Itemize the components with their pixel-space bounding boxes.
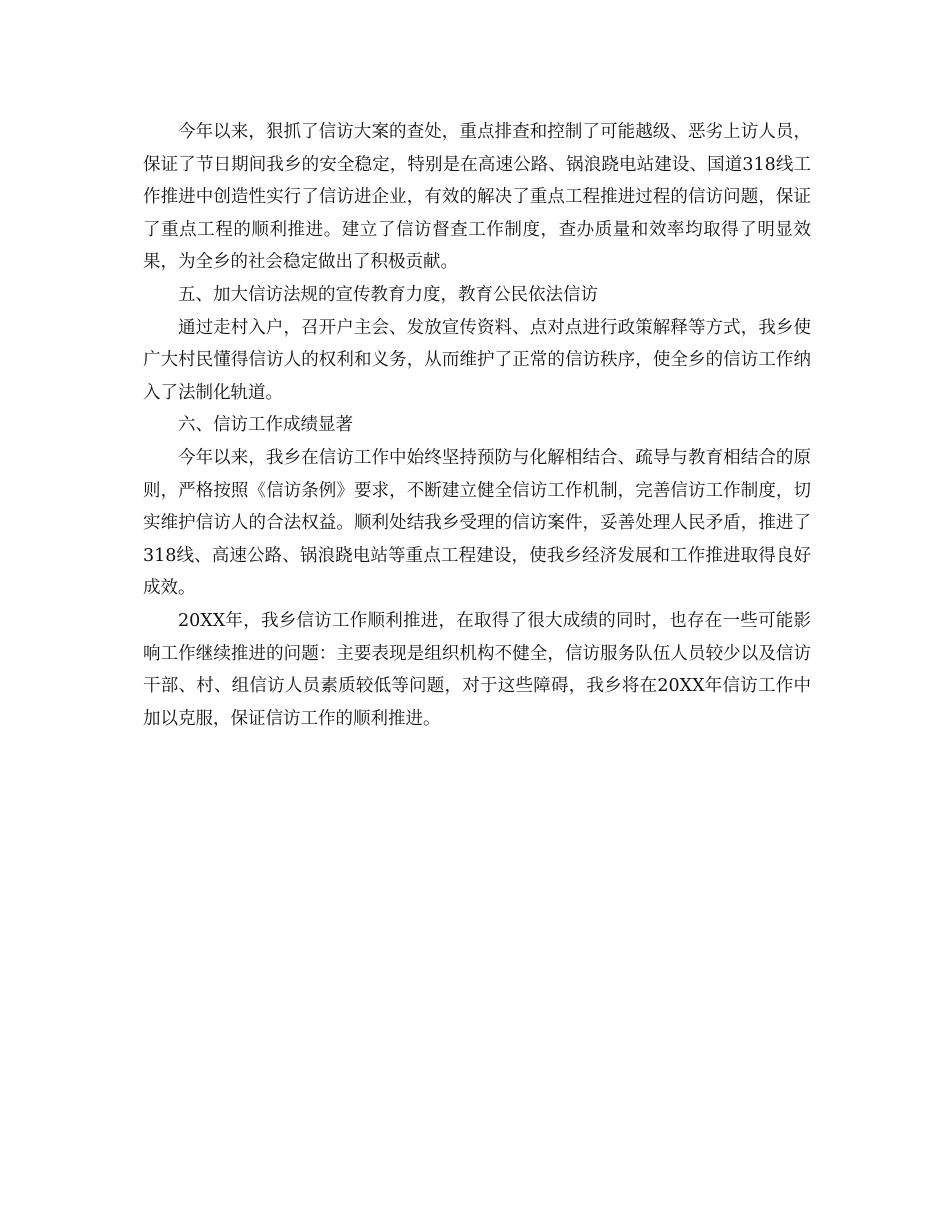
document-body [143,116,811,735]
paragraph-achievements: 今年以来，我乡在信访工作中始终坚持预防与化解相结合、疏导与教育相结合的原则，严格按照《信访条例》要求，不断建立健全信访工作机制，完善信访工作制度，切实维护信访人的合法权益。顺利处结我乡受理的信访案件，妥善处理人民矛盾，推进了318线、高速公路、锅浪跷电站等重点工程建设，使我乡经济发展和工作推进取得良好成效。 [143,447,811,599]
section-heading-six: 六、信访工作成绩显著 [178,415,353,436]
paragraph-legal-education: 通过走村入户，召开户主会、发放宣传资料、点对点进行政策解释等方式，我乡使广大村民懂得信访人的权利和义务，从而维护了正常的信访秩序，使全乡的信访工作纳入了法制化轨道。 [143,317,811,403]
section-heading-five: 五、加大信访法规的宣传教育力度，教育公民依法信访 [178,284,598,305]
paragraph-petition-cases: 今年以来，狠抓了信访大案的查处，重点排查和控制了可能越级、恶劣上访人员，保证了节日期间我乡的安全稳定，特别是在高速公路、锅浪跷电站建设、国道318线工作推进中创造性实行了信访进企业，有效的解决了重点工程推进过程的信访问题，保证了重点工程的顺利推进。建立了信访督查工作制度，查办质量和效率均取得了明显效果，为全乡的社会稳定做出了积极贡献。 [143,122,811,273]
paragraph-problems: 20XX年，我乡信访工作顺利推进，在取得了很大成绩的同时，也存在一些可能影响工作继续推进的问题：主要表现是组织机构不健全，信访服务队伍人员较少以及信访干部、村、组信访人员素质较低等问题，对于这些障碍，我乡将在20XX年信访工作中加以克服，保证信访工作的顺利推进。 [143,610,811,729]
